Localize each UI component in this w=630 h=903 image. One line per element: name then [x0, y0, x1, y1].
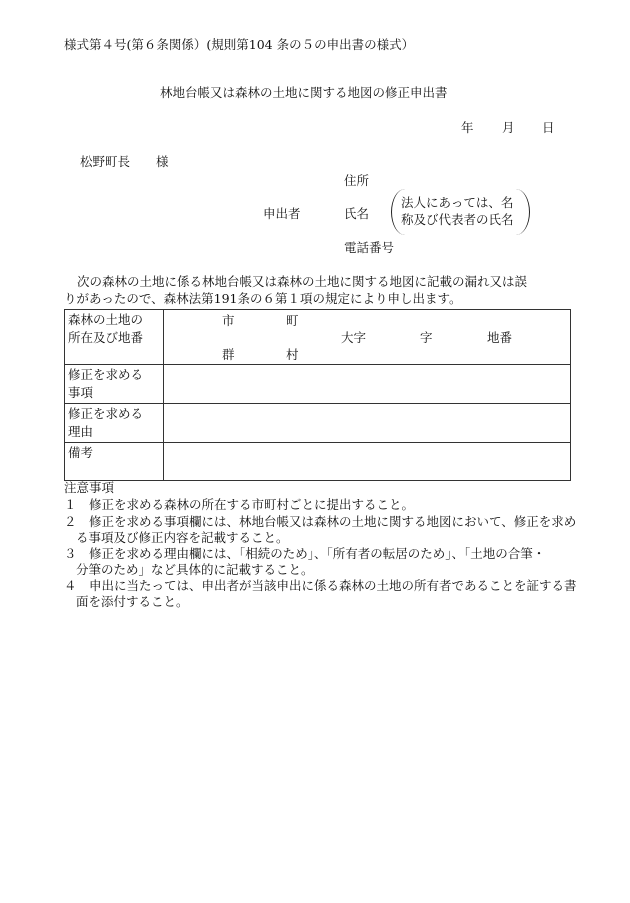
- note-2-line2: る事項及び修正内容を記載すること。: [76, 530, 289, 545]
- reason-label-line1: 修正を求める: [68, 406, 144, 421]
- addressee-honorific: 様: [156, 154, 169, 169]
- location-row: [65, 310, 571, 365]
- date-day: 日: [542, 120, 555, 135]
- remarks-value-cell[interactable]: [164, 443, 571, 481]
- remarks-row: [65, 443, 571, 481]
- application-table: [64, 309, 571, 481]
- date-year: 年: [461, 120, 474, 135]
- items-value-cell[interactable]: [164, 365, 571, 404]
- lot-suffix: 地番: [487, 330, 513, 345]
- address-label: 住所: [344, 173, 370, 188]
- note-4-line1: ４ 申出に当たっては、申出者が当該申出に係る森林の土地の所有者であることを証する書: [64, 578, 577, 593]
- note-2-line1: ２ 修正を求める事項欄には、林地台帳又は森林の土地に関する地図において、修正を求め: [64, 514, 577, 529]
- note-3-line2: 分筆のため」など具体的に記載すること。: [76, 562, 314, 577]
- phone-label: 電話番号: [344, 240, 395, 255]
- form-number: 様式第４号(第６条関係）(規則第104 条の５の申出書の様式）: [64, 37, 415, 52]
- date-month: 月: [502, 120, 515, 135]
- corp-note-line1: 法人にあっては、名: [401, 195, 514, 210]
- oaza-suffix: 大字: [341, 330, 367, 345]
- reason-value-cell[interactable]: [164, 404, 571, 443]
- document-title: 林地台帳又は森林の土地に関する地図の修正申出書: [160, 85, 448, 100]
- note-4-line2: 面を添付すること。: [76, 594, 189, 609]
- remarks-label-cell: [65, 443, 164, 481]
- body-text-line2: りがあったので、森林法第191条の６第１項の規定により申し出ます。: [64, 291, 462, 306]
- body-text-line1: 次の森林の土地に係る林地台帳又は森林の土地に関する地図に記載の漏れ又は誤: [77, 274, 528, 289]
- location-label-cell: [65, 310, 164, 365]
- items-row: [65, 365, 571, 404]
- location-label-line1: 森林の土地の: [68, 312, 144, 327]
- aza-suffix: 字: [420, 330, 433, 345]
- applicant-label: 申出者: [263, 206, 301, 221]
- town-suffix: 町: [286, 313, 299, 328]
- remarks-label: 備考: [68, 445, 94, 460]
- reason-label-cell: [65, 404, 164, 443]
- note-3-line1: ３ 修正を求める理由欄には、「相続のため」、「所有者の転居のため」、「土地の合筆・: [64, 546, 546, 561]
- village-suffix: 村: [286, 347, 299, 362]
- items-label-line1: 修正を求める: [68, 367, 144, 382]
- corp-note-line2: 称及び代表者の氏名: [401, 212, 514, 227]
- name-label: 氏名: [344, 206, 370, 221]
- items-label-line2: 事項: [68, 385, 94, 400]
- location-value-cell[interactable]: [164, 310, 571, 365]
- note-1: １ 修正を求める森林の所在する市町村ごとに提出すること。: [64, 497, 415, 512]
- reason-row: [65, 404, 571, 443]
- addressee-name: 松野町長: [80, 154, 131, 169]
- city-suffix: 市: [222, 313, 235, 328]
- reason-label-line2: 理由: [68, 424, 94, 439]
- location-label-line2: 所在及び地番: [68, 330, 144, 345]
- notes-heading: 注意事項: [64, 480, 115, 495]
- items-label-cell: [65, 365, 164, 404]
- county-suffix: 群: [222, 347, 235, 362]
